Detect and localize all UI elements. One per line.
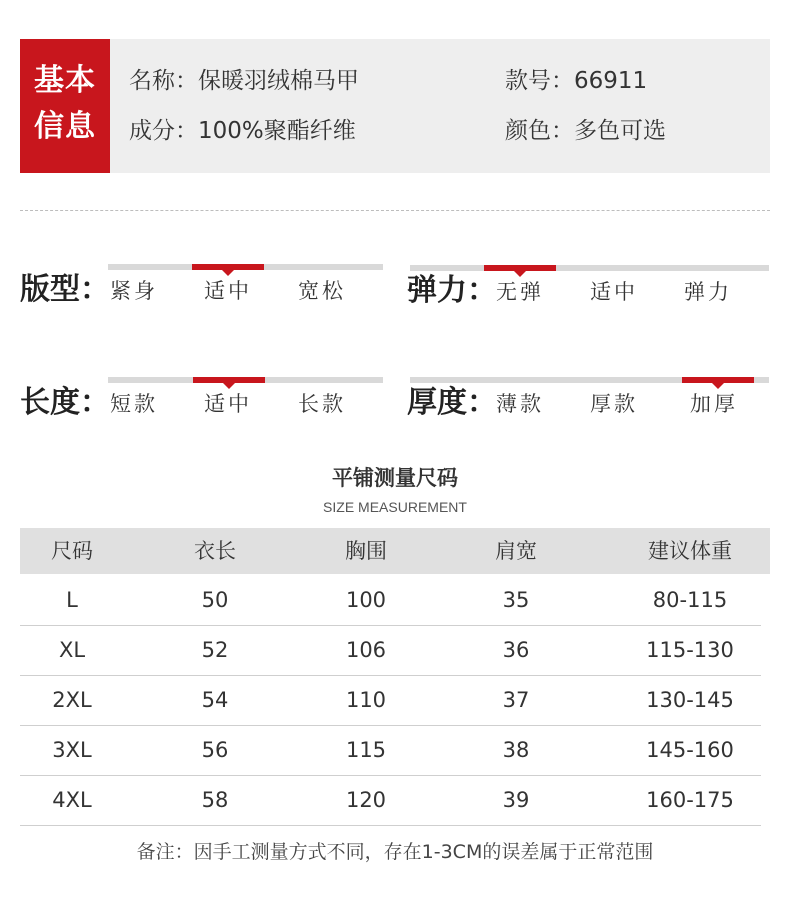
cell-weight: 160-175 <box>646 788 734 812</box>
fit-option-tight: 紧身 <box>110 279 158 303</box>
fit-option-regular: 适中 <box>204 279 252 303</box>
cell-shoulder: 35 <box>502 588 530 612</box>
cell-shoulder: 37 <box>502 688 530 712</box>
table-row <box>20 625 761 676</box>
elasticity-option-medium: 适中 <box>590 280 638 304</box>
header-size: 尺码 <box>51 539 93 563</box>
fit-label: 版型： <box>20 272 110 307</box>
cell-length: 56 <box>201 738 229 762</box>
thickness-scale-bar <box>410 377 769 383</box>
length-selected-marker <box>193 377 265 383</box>
length-option-short: 短款 <box>110 392 158 416</box>
length-marker-arrow <box>223 383 235 389</box>
style-number: 款号：66911 <box>505 68 648 94</box>
fit-option-loose: 宽松 <box>298 279 346 303</box>
tag-line-1: 基本 <box>34 63 96 98</box>
material: 成分：100%聚酯纤维 <box>129 118 356 144</box>
thickness-option-thin: 薄款 <box>496 392 544 416</box>
elasticity-scale-bar <box>410 265 769 271</box>
header-chest: 胸围 <box>345 539 387 563</box>
cell-chest: 120 <box>345 788 387 812</box>
cell-length: 52 <box>201 638 229 662</box>
length-option-long: 长款 <box>298 392 346 416</box>
size-table-title: 平铺测量尺码 <box>332 466 458 490</box>
cell-size: XL <box>58 638 86 662</box>
basic-info-panel <box>20 39 770 173</box>
cell-shoulder: 36 <box>502 638 530 662</box>
fit-scale-bar <box>108 264 383 270</box>
cell-chest: 110 <box>345 688 387 712</box>
cell-length: 58 <box>201 788 229 812</box>
cell-weight: 80-115 <box>652 588 728 612</box>
length-option-regular: 适中 <box>204 392 252 416</box>
elasticity-label: 弹力： <box>407 273 497 308</box>
cell-weight: 115-130 <box>646 638 734 662</box>
table-row <box>20 775 761 826</box>
cell-shoulder: 39 <box>502 788 530 812</box>
elasticity-option-stretch: 弹力 <box>684 280 732 304</box>
length-scale-bar <box>108 377 383 383</box>
table-row <box>20 725 761 776</box>
header-weight: 建议体重 <box>648 539 732 563</box>
thickness-marker-arrow <box>712 383 724 389</box>
thickness-label: 厚度： <box>407 385 497 420</box>
tag-line-2: 信息 <box>34 109 96 144</box>
measurement-note: 备注：因手工测量方式不同，存在1-3CM的误差属于正常范围 <box>136 841 654 863</box>
cell-weight: 145-160 <box>646 738 734 762</box>
thickness-option-extra-thick: 加厚 <box>690 392 738 416</box>
basic-info-tag <box>20 39 110 173</box>
size-table-subtitle: SIZE MEASUREMENT <box>323 499 467 515</box>
thickness-option-thick: 厚款 <box>590 392 638 416</box>
cell-length: 50 <box>201 588 229 612</box>
table-row <box>20 675 761 726</box>
elasticity-option-none: 无弹 <box>496 280 544 304</box>
length-label: 长度： <box>20 385 110 420</box>
dashed-divider <box>20 210 770 211</box>
elasticity-selected-marker <box>484 265 556 271</box>
fit-selected-marker <box>192 264 264 270</box>
cell-weight: 130-145 <box>646 688 734 712</box>
color-options: 颜色：多色可选 <box>505 118 666 144</box>
elasticity-marker-arrow <box>514 271 526 277</box>
header-shoulder: 肩宽 <box>495 539 537 563</box>
cell-size: 4XL <box>52 788 92 812</box>
cell-chest: 115 <box>345 738 387 762</box>
fit-marker-arrow <box>222 270 234 276</box>
thickness-selected-marker <box>682 377 754 383</box>
size-table-header <box>20 528 770 574</box>
cell-shoulder: 38 <box>502 738 530 762</box>
cell-length: 54 <box>201 688 229 712</box>
cell-chest: 100 <box>345 588 387 612</box>
cell-size: 3XL <box>52 738 92 762</box>
table-row <box>20 575 761 626</box>
cell-size: L <box>66 588 78 612</box>
header-length: 衣长 <box>194 539 236 563</box>
cell-chest: 106 <box>345 638 387 662</box>
product-name: 名称：保暖羽绒棉马甲 <box>129 68 359 94</box>
cell-size: 2XL <box>52 688 92 712</box>
